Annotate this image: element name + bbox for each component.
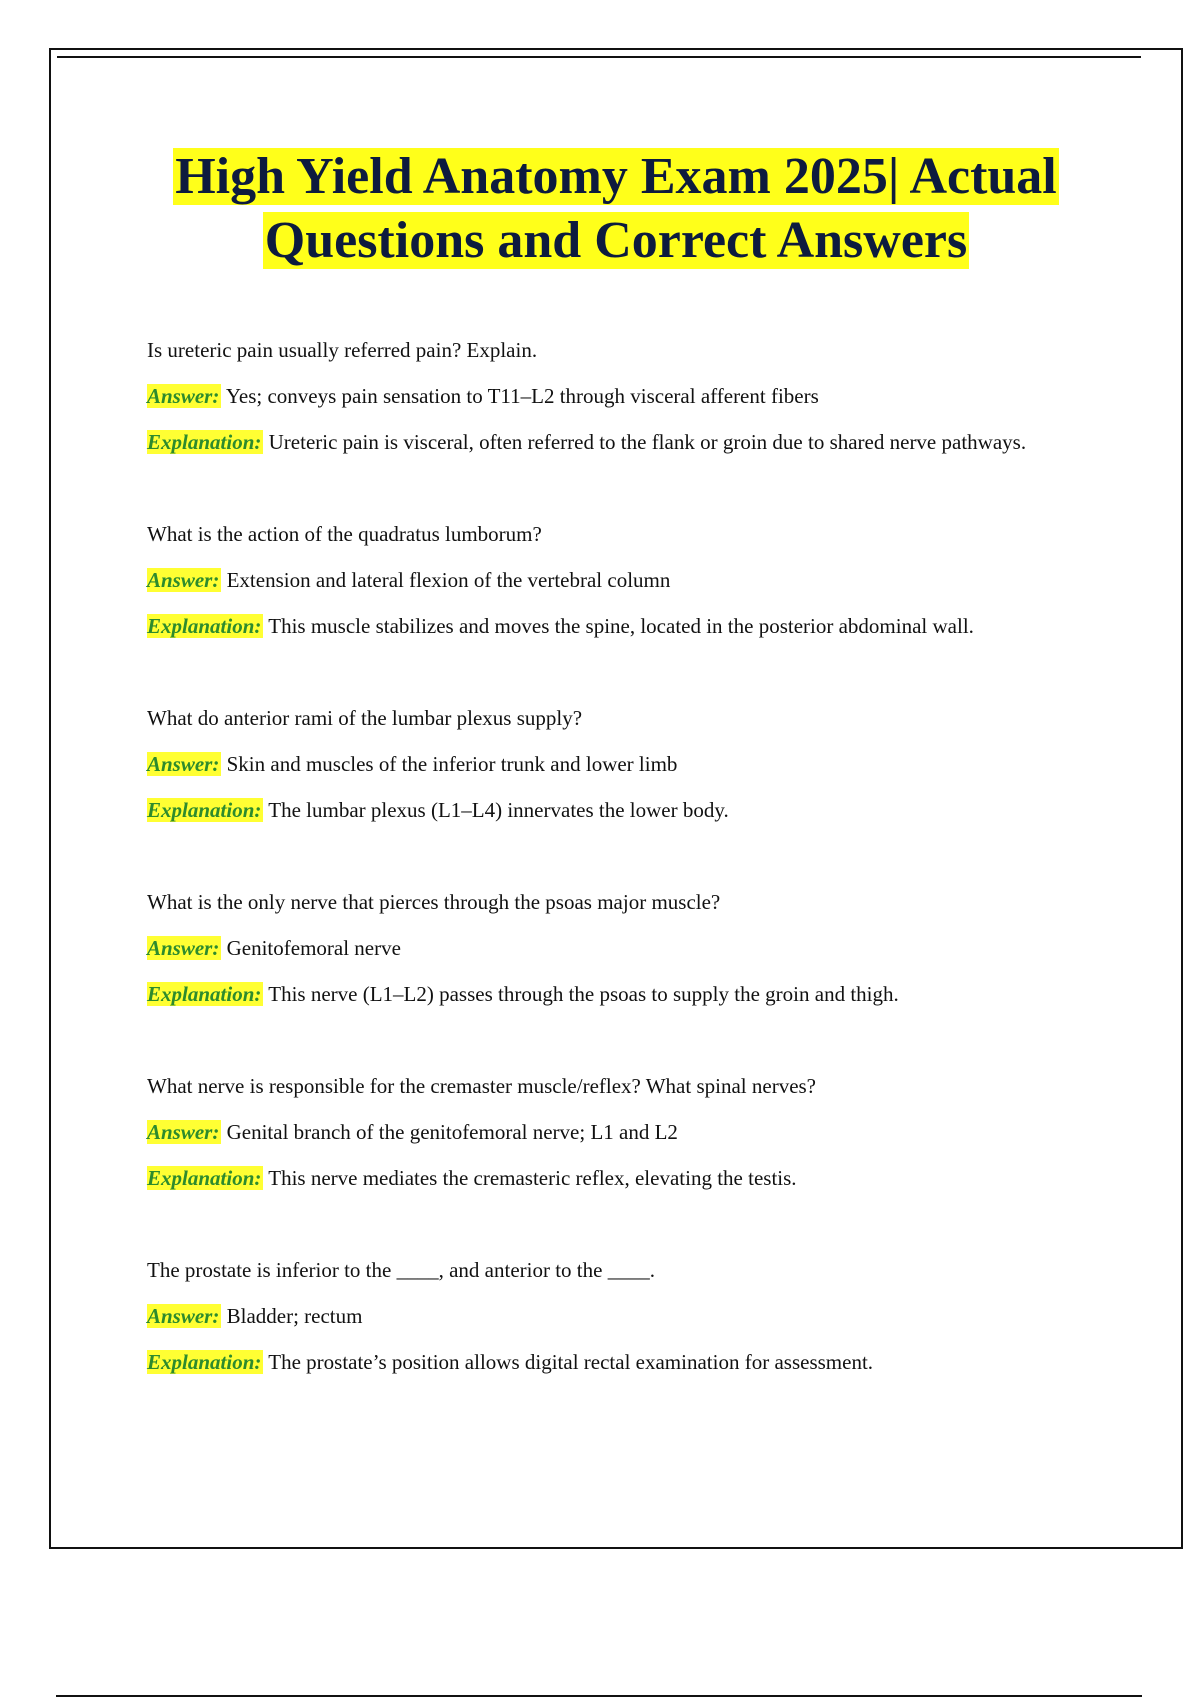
explanation-text: This nerve (L1–L2) passes through the psoas to supply the groin and thigh. <box>268 982 899 1006</box>
question-text: What do anterior rami of the lumbar plexus supply? <box>147 706 583 730</box>
title-line-2-text: Questions and Correct Answers <box>264 212 968 269</box>
explanation-line <box>147 980 1107 1008</box>
title-line-1-text: High Yield Anatomy Exam 2025| Actual <box>175 148 1057 205</box>
question-text: What nerve is responsible for the cremaster muscle/reflex? What spinal nerves? <box>147 1074 817 1098</box>
item-spacer <box>147 456 1107 520</box>
qa-item-2 <box>147 520 1107 640</box>
qa-item-6 <box>147 1256 1107 1376</box>
answer-text: Skin and muscles of the inferior trunk and lower limb <box>226 752 678 776</box>
explanation-tag: Explanation: <box>147 798 262 822</box>
answer-text: Bladder; rectum <box>226 1304 363 1328</box>
bottom-rule <box>56 1695 1142 1697</box>
answer-text: Genitofemoral nerve <box>226 936 401 960</box>
answer-line <box>147 382 1107 410</box>
explanation-line <box>147 612 1107 640</box>
answer-tag: Answer: <box>147 752 220 776</box>
explanation-text: The prostate’s position allows digital rectal examination for assessment. <box>268 1350 874 1374</box>
title-line-1 <box>51 145 1181 209</box>
explanation-tag: Explanation: <box>147 1350 262 1374</box>
title-line-2 <box>51 209 1181 273</box>
explanation-tag: Explanation: <box>147 1166 262 1190</box>
answer-text: Extension and lateral flexion of the vertebral column <box>226 568 671 592</box>
question-text: The prostate is inferior to the ____, and anterior to the ____. <box>147 1258 655 1282</box>
question-text: Is ureteric pain usually referred pain? Explain. <box>147 338 538 362</box>
answer-line <box>147 934 1107 962</box>
answer-line <box>147 1118 1107 1146</box>
explanation-tag: Explanation: <box>147 430 262 454</box>
question-text: What is the action of the quadratus lumborum? <box>147 522 542 546</box>
question-text: What is the only nerve that pierces through the psoas major muscle? <box>147 890 721 914</box>
answer-line <box>147 1302 1107 1330</box>
answer-tag: Answer: <box>147 936 220 960</box>
answer-text: Genital branch of the genitofemoral nerve; L1 and L2 <box>226 1120 678 1144</box>
explanation-text: This nerve mediates the cremasteric reflex, elevating the testis. <box>268 1166 797 1190</box>
item-spacer <box>147 640 1107 704</box>
explanation-tag: Explanation: <box>147 982 262 1006</box>
answer-tag: Answer: <box>147 1120 220 1144</box>
explanation-text: This muscle stabilizes and moves the spine, located in the posterior abdominal wall. <box>268 614 974 638</box>
page-frame <box>49 48 1183 1549</box>
answer-text: Yes; conveys pain sensation to T11–L2 through visceral afferent fibers <box>225 384 819 408</box>
answer-tag: Answer: <box>147 384 220 408</box>
item-spacer <box>147 1192 1107 1256</box>
explanation-text: The lumbar plexus (L1–L4) innervates the lower body. <box>268 798 729 822</box>
top-rule <box>57 56 1141 58</box>
item-spacer <box>147 824 1107 888</box>
answer-tag: Answer: <box>147 568 220 592</box>
qa-item-1 <box>147 336 1107 456</box>
item-spacer <box>147 1008 1107 1072</box>
document-title <box>51 145 1181 273</box>
explanation-line <box>147 796 1107 824</box>
explanation-text: Ureteric pain is visceral, often referred to the flank or groin due to shared nerve pathways. <box>268 430 1027 454</box>
explanation-tag: Explanation: <box>147 614 262 638</box>
answer-line <box>147 566 1107 594</box>
explanation-line <box>147 1164 1107 1192</box>
qa-list <box>147 336 1107 1376</box>
explanation-line <box>147 428 1107 456</box>
qa-item-4 <box>147 888 1107 1008</box>
answer-tag: Answer: <box>147 1304 220 1328</box>
explanation-line <box>147 1348 1107 1376</box>
qa-item-5 <box>147 1072 1107 1192</box>
answer-line <box>147 750 1107 778</box>
qa-item-3 <box>147 704 1107 824</box>
